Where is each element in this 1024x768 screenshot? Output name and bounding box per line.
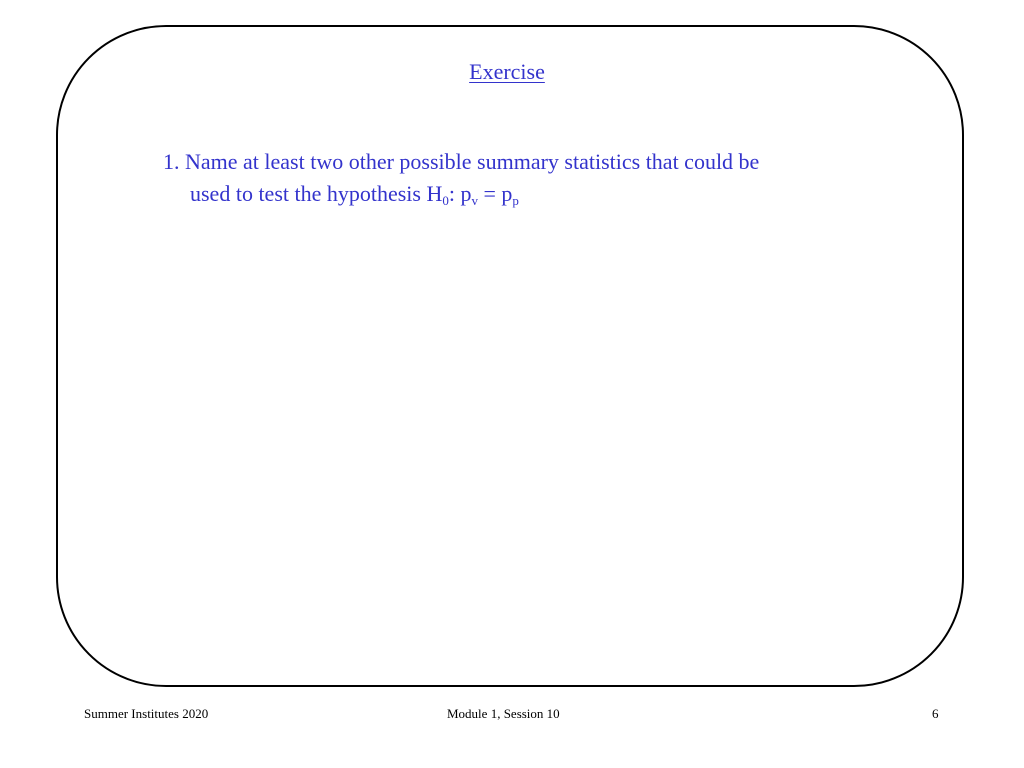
hypothesis-colon-p: : p <box>448 181 472 206</box>
exercise-question <box>163 146 883 210</box>
pp-subscript: p <box>512 193 519 208</box>
footer-left-text: Summer Institutes 2020 <box>84 706 209 721</box>
question-line-2 <box>163 178 883 210</box>
hypothesis-equals-p: = p <box>478 181 513 206</box>
slide-frame <box>56 25 964 687</box>
question-number: 1. <box>163 149 180 174</box>
page-number: 6 <box>932 706 939 721</box>
hypothesis-prefix: used to test the hypothesis H <box>190 181 443 206</box>
pv-subscript: v <box>471 193 478 208</box>
h-subscript: 0 <box>442 193 449 208</box>
question-line-1: Name at least two other possible summary statistics that could be <box>185 149 760 174</box>
slide-title: Exercise <box>469 59 545 84</box>
footer-center-text: Module 1, Session 10 <box>447 706 560 721</box>
